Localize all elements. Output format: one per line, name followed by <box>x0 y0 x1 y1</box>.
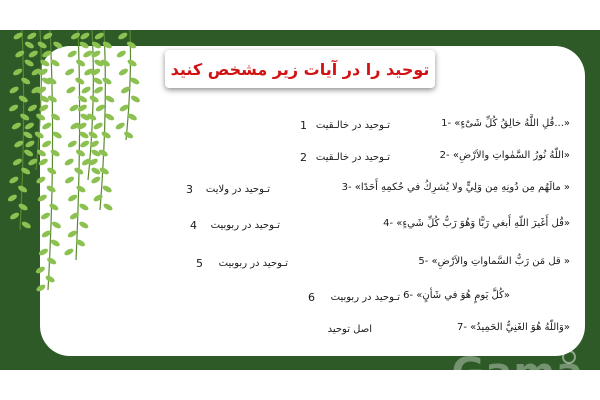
list-item <box>0 118 600 138</box>
answer-text: تـوحید در ربوبیت <box>210 220 280 231</box>
leaf <box>79 31 90 41</box>
verse-text: «اللّهُ نُورُ السَّمٰواتِ والاَرْضِ» -2 <box>439 150 570 161</box>
leaf <box>80 85 91 95</box>
leaf <box>77 103 88 113</box>
answer-number: 2 <box>300 151 307 164</box>
leaf <box>126 40 137 50</box>
leaf <box>102 202 113 212</box>
leaf <box>129 76 140 86</box>
watermark-icon <box>562 350 576 364</box>
leaf <box>24 139 35 149</box>
leaf <box>20 76 31 86</box>
watermark <box>424 350 584 400</box>
leaf <box>12 67 23 77</box>
answer-text: تـوحید در ولایت <box>205 184 270 195</box>
list-item <box>0 322 600 342</box>
leaf <box>78 40 89 50</box>
leaf <box>8 103 19 113</box>
verse-text: «...قُلِ اللَّهُ خالِقُ کُلِّ شَیْءٍ» -1 <box>441 118 570 129</box>
answer-text: تـوحید در ربوبیت <box>218 258 288 269</box>
leaf <box>64 67 75 77</box>
leaf <box>95 103 106 113</box>
leaf <box>117 31 128 41</box>
leaf <box>36 40 47 50</box>
list-item <box>0 218 600 238</box>
list-item <box>0 182 600 202</box>
list-item <box>0 290 600 310</box>
answer-text: تـوحید در خالـقیت <box>315 152 390 163</box>
leaf <box>75 58 86 68</box>
leaf <box>26 31 37 41</box>
answer-text: تـوحید در خالـقیت <box>315 120 390 131</box>
leaf <box>52 40 63 50</box>
verse-text: «وَاللّهُ هُوَ الغَنِيُّ الحَمِيدُ» -7 <box>456 322 570 333</box>
leaf <box>17 202 28 212</box>
leaf <box>79 139 90 149</box>
answer-number: 6 <box>308 291 315 304</box>
leaf <box>94 31 105 41</box>
answer-text: اصل توحید <box>327 324 372 335</box>
leaf <box>67 139 78 149</box>
leaf <box>88 94 99 104</box>
leaf <box>23 58 34 68</box>
verse-text: « قل مَن رَبُّ السَّماواتِ والاَرْضِ» -5 <box>418 256 570 267</box>
answer-number: 4 <box>190 219 197 232</box>
answer-number: 3 <box>186 183 193 196</box>
leaf <box>8 85 19 95</box>
leaf <box>93 85 104 95</box>
leaf <box>27 103 38 113</box>
leaf <box>116 49 127 59</box>
leaf <box>68 103 79 113</box>
leaf <box>24 40 35 50</box>
title-box <box>165 50 435 88</box>
leaf <box>28 49 39 59</box>
list-item <box>0 256 600 276</box>
leaf <box>67 49 78 59</box>
leaf <box>14 49 25 59</box>
leaf <box>65 85 76 95</box>
leaf <box>130 94 141 104</box>
leaf <box>126 58 137 68</box>
leaf <box>77 94 88 104</box>
leaf <box>118 67 129 77</box>
verse-text: «قُل أَغَيرَ اللّهِ أَبغي رَبًّا وَهُوَ رَبُّ كُلِّ شَيءٍ» -4 <box>383 218 570 229</box>
verse-text: « مالَهُم مِن دُونِهِ مِن وَلِيٍّ ولا يُشرِكُ في حُكمِهِ أَحَدًا» -3 <box>341 182 570 193</box>
leaf <box>102 40 113 50</box>
leaf <box>70 31 81 41</box>
answer-text: تـوحید در ربوبیت <box>330 292 400 303</box>
leaf <box>90 49 101 59</box>
verse-text: «كُلَّ يَومٍ هُوَ في شَأنٍ» -6 <box>403 290 510 301</box>
watermark-logo: Gama <box>451 350 584 396</box>
leaf <box>50 238 61 248</box>
leaf <box>42 31 53 41</box>
answer-number: 5 <box>196 257 203 270</box>
leaf <box>82 49 93 59</box>
answer-number: 1 <box>300 119 307 132</box>
leaf <box>101 76 112 86</box>
leaf <box>78 202 89 212</box>
leaf <box>41 139 52 149</box>
list-item <box>0 150 600 170</box>
slide-title: توحید را در آیات زیر مشخص کنید <box>170 59 430 79</box>
leaf <box>48 202 59 212</box>
